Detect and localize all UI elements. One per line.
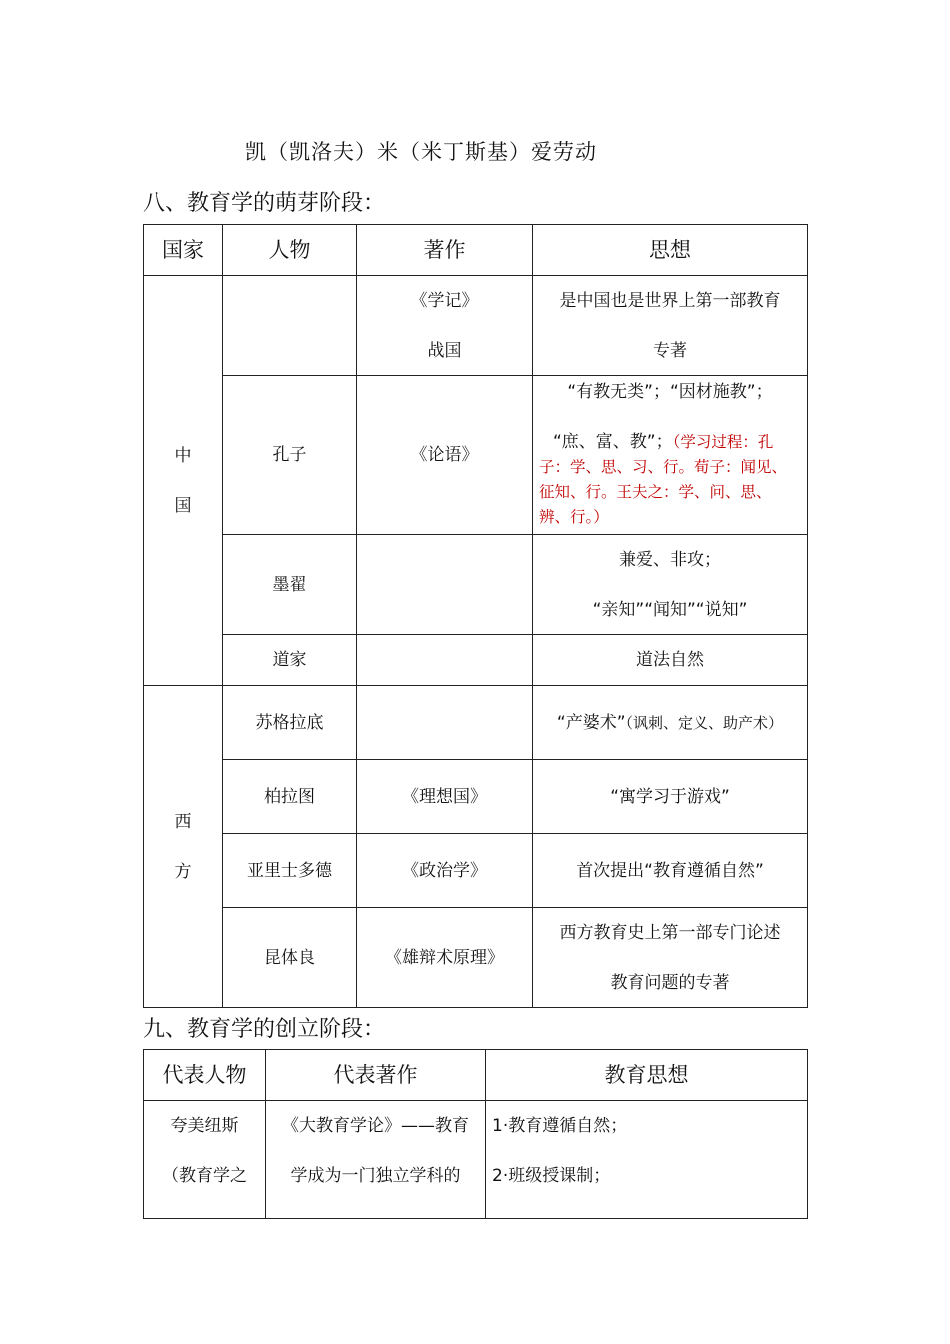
sprout-stage-table xyxy=(143,224,808,1008)
table-row xyxy=(144,635,808,686)
intro-line: 凯（凯洛夫）米（米丁斯基）爱劳动 xyxy=(245,140,597,164)
table-header-row xyxy=(144,225,808,276)
header-country: 国家 xyxy=(144,225,223,276)
section-8-heading: 八、教育学的萌芽阶段： xyxy=(143,191,386,216)
person-cell: 道家 xyxy=(223,635,357,686)
table-row xyxy=(144,908,808,1008)
founding-stage-table xyxy=(143,1049,808,1219)
idea-cell: 兼爱、非攻； “亲知”“闻知”“说知” xyxy=(533,535,808,635)
idea-cell: “产婆术”（讽刺、定义、助产术） xyxy=(533,686,808,760)
table-row xyxy=(144,1101,808,1219)
idea-cell: “寓学习于游戏” xyxy=(533,760,808,834)
person-cell: 苏格拉底 xyxy=(223,686,357,760)
person-cell: 孔子 xyxy=(223,376,357,535)
person-cell: 昆体良 xyxy=(223,908,357,1008)
work-cell: 《论语》 xyxy=(357,376,533,535)
country-west: 西 方 xyxy=(144,686,223,1008)
header-educational-idea: 教育思想 xyxy=(486,1050,808,1101)
table-row xyxy=(144,376,808,535)
table-row xyxy=(144,535,808,635)
work-cell xyxy=(357,635,533,686)
header-representative-work: 代表著作 xyxy=(266,1050,486,1101)
table-row xyxy=(144,686,808,760)
idea-cell: 道法自然 xyxy=(533,635,808,686)
person-cell xyxy=(223,276,357,376)
learning-process-note: （学习过程：孔子：学、思、习、行。荀子：闻见、征知、行。王夫之：学、问、思、辨、行。） xyxy=(539,433,788,526)
work-cell xyxy=(357,686,533,760)
header-work: 著作 xyxy=(357,225,533,276)
work-cell: 《雄辩术原理》 xyxy=(357,908,533,1008)
table-header-row xyxy=(144,1050,808,1101)
idea-cell: 西方教育史上第一部专门论述 教育问题的专著 xyxy=(533,908,808,1008)
work-cell: 《学记》 战国 xyxy=(357,276,533,376)
idea-cell: “有教无类”；“因材施教”； “庶、富、教”；（学习过程：孔子：学、思、习、行。荀子：闻见、征知、行。王夫之：学、问、思、辨、行。） xyxy=(533,376,808,535)
person-cell: 夸美纽斯 （教育学之 xyxy=(144,1101,266,1219)
person-cell: 亚里士多德 xyxy=(223,834,357,908)
idea-cell: 是中国也是世界上第一部教育 专著 xyxy=(533,276,808,376)
table-row xyxy=(144,834,808,908)
work-cell xyxy=(357,535,533,635)
idea-cell: 1·教育遵循自然； 2·班级授课制； xyxy=(486,1101,808,1219)
header-person: 人物 xyxy=(223,225,357,276)
work-cell: 《大教育学论》——教育 学成为一门独立学科的 xyxy=(266,1101,486,1219)
person-cell: 墨翟 xyxy=(223,535,357,635)
header-idea: 思想 xyxy=(533,225,808,276)
table-row xyxy=(144,276,808,376)
work-cell: 《政治学》 xyxy=(357,834,533,908)
table-row xyxy=(144,760,808,834)
idea-cell: 首次提出“教育遵循自然” xyxy=(533,834,808,908)
header-representative: 代表人物 xyxy=(144,1050,266,1101)
work-cell: 《理想国》 xyxy=(357,760,533,834)
person-cell: 柏拉图 xyxy=(223,760,357,834)
section-9-heading: 九、教育学的创立阶段： xyxy=(143,1017,386,1042)
country-china: 中 国 xyxy=(144,276,223,686)
